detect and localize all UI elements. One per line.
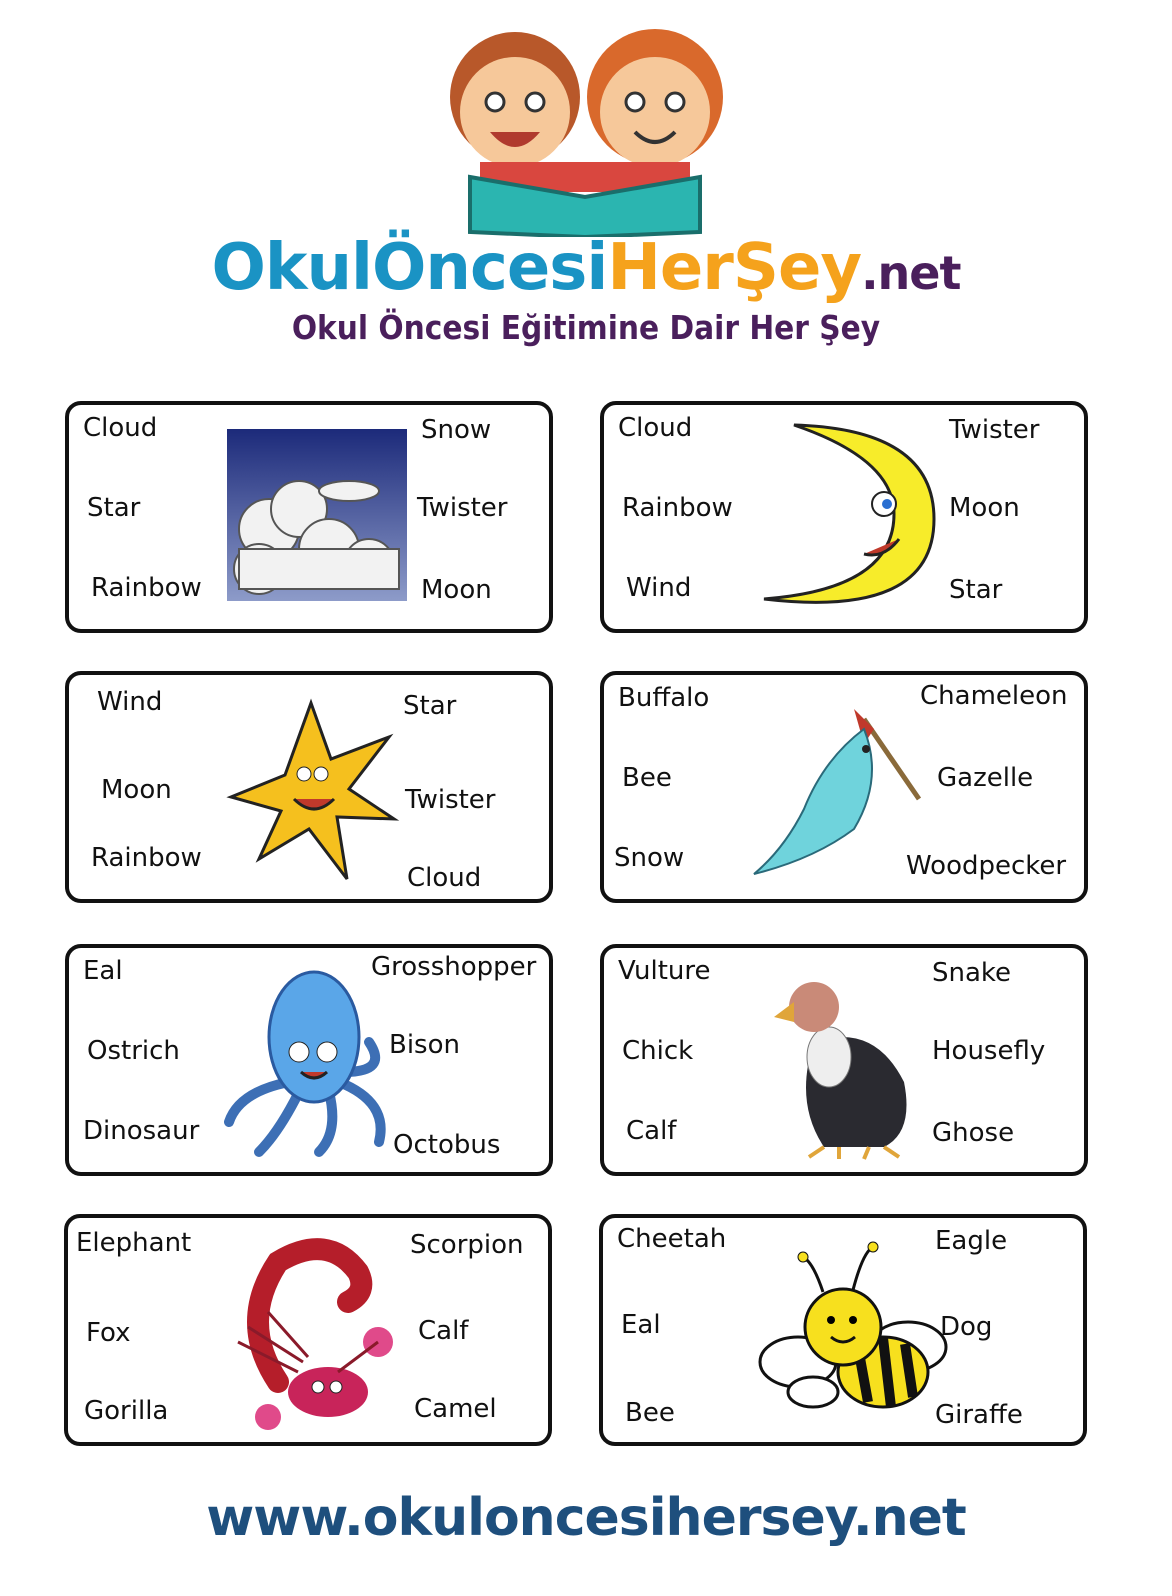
word: Eal	[621, 1310, 661, 1340]
word: Wind	[626, 573, 692, 603]
word: Cloud	[618, 413, 693, 443]
logo-part-okuloncesi: OkulÖncesi	[211, 231, 608, 305]
word: Dinosaur	[83, 1116, 200, 1146]
word: Cloud	[83, 413, 158, 443]
tagline: Okul Öncesi Eğitimine Dair Her Şey	[291, 308, 881, 347]
word: Ostrich	[87, 1036, 180, 1066]
word: Cloud	[407, 863, 482, 893]
word: Housefly	[932, 1036, 1046, 1066]
word: Moon	[949, 493, 1020, 523]
cloud-picture-icon	[219, 419, 419, 619]
word: Buffalo	[618, 683, 710, 713]
word: Octobus	[393, 1130, 501, 1160]
bee-picture-icon	[753, 1232, 953, 1432]
woodpecker-picture-icon	[744, 689, 944, 889]
word: Star	[949, 575, 1003, 605]
word: Snake	[932, 958, 1012, 988]
word: Vulture	[618, 956, 711, 986]
word: Wind	[97, 687, 163, 717]
word-card-vulture	[600, 944, 1088, 1176]
word-card-bee	[599, 1214, 1087, 1446]
word-card-octopus	[65, 944, 553, 1176]
word: Chameleon	[920, 681, 1068, 711]
word: Woodpecker	[906, 851, 1067, 881]
site-logo	[0, 228, 1172, 313]
word: Gazelle	[937, 763, 1034, 793]
vulture-picture-icon	[754, 962, 954, 1162]
word: Scorpion	[410, 1230, 524, 1260]
word: Gorilla	[84, 1396, 169, 1426]
word-card-star	[65, 671, 553, 903]
word: Giraffe	[935, 1400, 1023, 1430]
word-card-moon	[600, 401, 1088, 633]
word-card-cloud	[65, 401, 553, 633]
octopus-picture-icon	[219, 962, 419, 1162]
word: Grosshopper	[371, 952, 537, 982]
word: Moon	[101, 775, 172, 805]
word: Star	[87, 493, 141, 523]
word: Ghose	[932, 1118, 1015, 1148]
word: Moon	[421, 575, 492, 605]
logo-part-net: .net	[861, 246, 961, 300]
word: Camel	[414, 1394, 497, 1424]
moon-picture-icon	[754, 419, 954, 619]
star-picture-icon	[219, 689, 419, 889]
word: Cheetah	[617, 1224, 727, 1254]
word: Snow	[614, 843, 685, 873]
word: Eal	[83, 956, 123, 986]
word: Bison	[389, 1030, 460, 1060]
word: Snow	[421, 415, 492, 445]
logo-part-hersey: HerŞey	[607, 231, 862, 305]
word: Star	[403, 691, 457, 721]
footer-website-url[interactable]: www.okuloncesihersey.net	[206, 1488, 966, 1548]
word: Twister	[417, 493, 508, 523]
word: Bee	[622, 763, 672, 793]
word: Rainbow	[91, 843, 202, 873]
word-card-scorpion	[64, 1214, 552, 1446]
word: Eagle	[935, 1226, 1008, 1256]
word: Rainbow	[91, 573, 202, 603]
word: Bee	[625, 1398, 675, 1428]
scorpion-picture-icon	[218, 1232, 418, 1432]
word: Calf	[418, 1316, 469, 1346]
word: Twister	[405, 785, 496, 815]
word-card-woodpecker	[600, 671, 1088, 903]
word: Chick	[622, 1036, 694, 1066]
word: Rainbow	[622, 493, 733, 523]
word: Dog	[940, 1312, 993, 1342]
word: Elephant	[76, 1228, 192, 1258]
word: Fox	[86, 1318, 131, 1348]
word: Calf	[626, 1116, 677, 1146]
kids-reading-logo-icon	[440, 12, 730, 237]
word: Twister	[949, 415, 1040, 445]
